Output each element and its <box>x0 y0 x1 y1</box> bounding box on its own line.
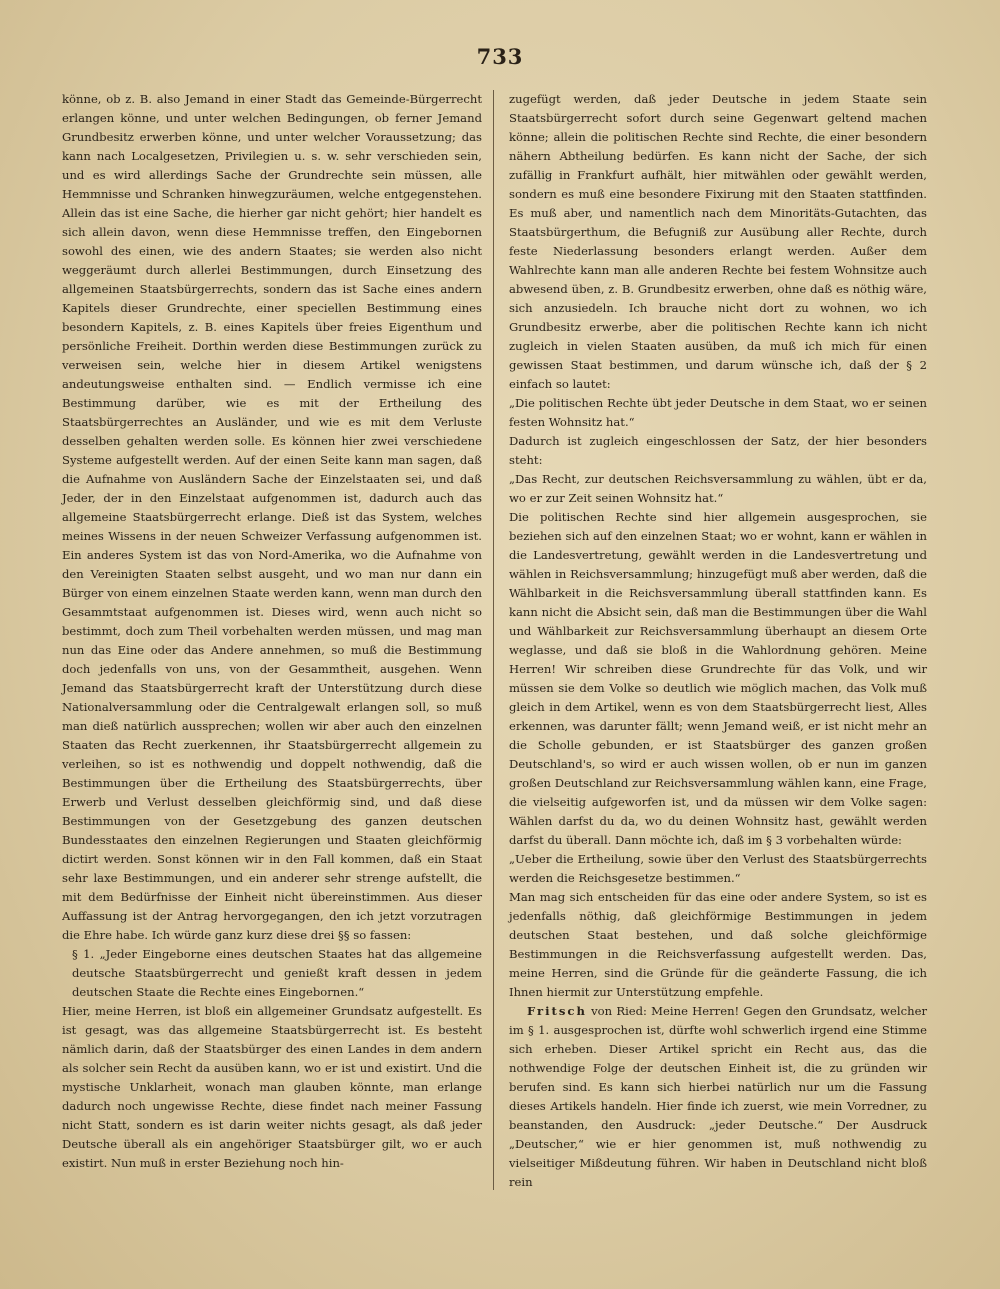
speech-text: von Ried: Meine Herren! Gegen den Grundsatz, welcher im § 1. ausgesprochen ist, dürfte wohl schwerlich irgend eine Stimme sich erheben. Dieser Artikel spricht ein Recht aus, das die nothwendige Folge der deutschen Einheit ist, die zu gründen wir berufen sind. Es kann sich hierbei natürlich nur um die Fassung dieses Artikels handeln. Hier finde ich zuerst, wie mein Vorredner, zu beanstanden, den Ausdruck: „jeder Deutsche.“ Der Ausdruck „Deutscher,“ wie er hier genommen ist, muß nothwendig zu vielseitiger Mißdeutung führen. Wir haben in Deutschland nicht bloß rein <box>509 1004 927 1189</box>
column-divider <box>493 90 494 1190</box>
paragraph: Dadurch ist zugleich eingeschlossen der Satz, der hier besonders steht: <box>509 434 927 467</box>
paragraph: Die politischen Rechte sind hier allgemein ausgesprochen, sie beziehen sich auf den einzelnen Staat; wo er wohnt, kann er wählen in die Landesvertretung, gewählt werden in die Landesvertretung und wählen in Reichsversammlung; hinzugefügt muß aber werden, daß die Wählbarkeit in die Reichsversammlung überall stattfinden kann. Es kann nicht die Absicht sein, daß man die Bestimmungen über die Wahl und Wählbarkeit zur Reichsversammlung überhaupt an diesem Orte weglasse, und daß sie bloß in die Wahlordnung gehören. Meine Herren! Wir schreiben diese Grundrechte für das Volk, und wir müssen sie dem Volke so deutlich wie möglich machen, das Volk muß gleich in dem Artikel, wenn es von dem Staatsbürgerrecht liest, Alles erkennen, was darunter fällt; wenn Jemand weiß, er ist nicht mehr an die Scholle gebunden, er ist Staatsbürger des ganzen großen Deutschland's, so wird er auch wissen wollen, ob er nun im ganzen großen Deutschland zur Reichsversammlung wählen kann, eine Frage, die vielseitig aufgeworfen ist, und da müssen wir dem Volke sagen: Wählen darfst du da, wo du deinen Wohnsitz hast, gewählt werden darfst du überall. Dann möchte ich, daß im § 3 vorbehalten würde: <box>509 510 927 847</box>
paragraph: könne, ob z. B. also Jemand in einer Stadt das Gemeinde-Bürgerrecht erlangen könne, und unter welchen Bedingungen, ob ferner Jemand Grundbesitz erwerben könne, und unter welcher Voraussetzung; das kann nach Localgesetzen, Privilegien u. s. w. sehr verschieden sein, und es wird allerdings Sache der Grundrechte sein müssen, alle Hemmnisse und Schranken hinwegzuräumen, welche entgegenstehen. Allein das ist eine Sache, die hierher gar nicht gehört; hier handelt es sich allein davon, wenn diese Hemmnisse treffen, den Eingebornen sowohl des einen, wie des andern Staates; sie werden also nicht weggeräumt durch allerlei Bestimmungen, durch Einsetzung des allgemeinen Staatsbürgerrechts, sondern das ist Sache eines andern Kapitels dieser Grundrechte, einer speciellen Bestimmung eines besondern Kapitels, z. B. eines Kapitels über freies Eigenthum und persönliche Freiheit. Dorthin werden diese Bestimmungen zurück zu verweisen sein, welche hier in diesem Artikel wenigstens andeutungsweise enthalten sind. — Endlich vermisse ich eine Bestimmung darüber, wie es mit der Ertheilung des Staatsbürgerrechtes an Ausländer, und wie es mit dem Verluste desselben gehalten werden solle. Es können hier zwei verschiedene Systeme aufgestellt werden. Auf der einen Seite kann man sagen, daß die Aufnahme von Ausländern Sache der Einzelstaaten sei, und daß Jeder, der in den Einzelstaat aufgenommen ist, dadurch auch das allgemeine Staatsbürgerrecht erlange. Dieß ist das System, welches meines Wissens in der neuen Schweizer Verfassung aufgenommen ist. Ein anderes System ist das von Nord-Amerika, wo die Aufnahme von den Vereinigten Staaten selbst ausgeht, und wo man nur dann ein Bürger von einem einzelnen Staate werden kann, wenn man durch den Gesammtstaat aufgenommen ist. Dieses wird, wenn auch nicht so bestimmt, doch zum Theil vorbehalten werden müssen, und mag man nun das Eine oder das Andere annehmen, so muß die Bestimmung doch jedenfalls von uns, von der Gesammtheit, ausgehen. Wenn Jemand das Staatsbürgerrecht kraft der Unterstützung durch diese Nationalversammlung oder die Centralgewalt erlangen soll, so muß man dieß natürlich aussprechen; wollen wir aber auch den einzelnen Staaten das Recht zuerkennen, ihr Staatsbürgerrecht allgemein zu verleihen, so ist es nothwendig und doppelt nothwendig, daß die Bestimmungen über die Ertheilung des Staatsbürgerrechts, über Erwerb und Verlust desselben gleichförmig sind, und daß diese Bestimmungen von der Gesetzgebung des ganzen deutschen Bundesstaates den einzelnen Regierungen und Staaten gleichförmig dictirt werden. Sonst können wir in den Fall kommen, daß ein Staat sehr laxe Bestimmungen, und ein anderer sehr strenge aufstellt, die mit dem Bedürfnisse der Einheit nicht übereinstimmen. Aus dieser Auffassung ist der Antrag hervorgegangen, den ich jetzt vorzutragen die Ehre habe. Ich würde ganz kurz diese drei §§ so fassen: <box>62 92 482 942</box>
paragraph: Hier, meine Herren, ist bloß ein allgemeiner Grundsatz aufgestellt. Es ist gesagt, was das allgemeine Staatsbürgerrecht ist. Es besteht nämlich darin, daß der Staatsbürger des einen Landes in dem andern als solcher sein Recht da ausüben kann, wo er ist und existirt. Und die mystische Unklarheit, wonach man glauben könnte, man erlange dadurch noch ungewisse Rechte, diese findet nach meiner Fassung nicht Statt, sondern es ist darin weiter nichts gesagt, als daß jeder Deutsche überall als ein angehöriger Staatsbürger gilt, wo er auch existirt. Nun muß in erster Beziehung noch hin- <box>62 1004 482 1170</box>
law-quote: „Die politischen Rechte übt jeder Deutsche in dem Staat, wo er seinen festen Wohnsitz hat.“ <box>509 396 927 429</box>
left-column <box>62 90 482 1173</box>
right-column <box>509 90 927 1192</box>
speaker-paragraph <box>509 1002 927 1192</box>
paragraph: zugefügt werden, daß jeder Deutsche in jedem Staate sein Staatsbürgerrecht sofort durch seine Gegenwart geltend machen könne; allein die politischen Rechte sind Rechte, die einer besondern nähern Abtheilung bedürfen. Es kann nicht der Sache, der sich zufällig in Frankfurt aufhält, hier mitwählen oder gewählt werden, sondern es muß eine besondere Fixirung mit den Staaten stattfinden. Es muß aber, und namentlich nach dem Minoritäts-Gutachten, das Staatsbürgerthum, die Befugniß zur Ausübung aller Rechte, durch feste Niederlassung besonders erlangt werden. Außer dem Wahlrechte kann man alle anderen Rechte bei festem Wohnsitze auch abwesend üben, z. B. Grundbesitz erwerben, ohne daß es nöthig wäre, sich anzusiedeln. Ich brauche nicht dort zu wohnen, wo ich Grundbesitz erwerbe, aber die politischen Rechte kann ich nicht zugleich in vielen Staaten ausüben, da muß ich mich für einen gewissen Staat bestimmen, und darum wünsche ich, daß der § 2 einfach so lautet: <box>509 92 927 391</box>
law-quote: „Ueber die Ertheilung, sowie über den Verlust des Staatsbürgerrechts werden die Reichsgesetze bestimmen.“ <box>509 852 927 885</box>
page-number: 733 <box>476 44 524 69</box>
paragraph: Man mag sich entscheiden für das eine oder andere System, so ist es jedenfalls nöthig, daß gleichförmige Bestimmungen in jedem deutschen Staat bestehen, und daß solche gleichförmige Bestimmungen in die Reichsverfassung aufgestellt werden. Das, meine Herren, sind die Gründe für die geänderte Fassung, die ich Ihnen hiermit zur Unterstützung empfehle. <box>509 890 927 999</box>
law-quote: § 1. „Jeder Eingeborne eines deutschen Staates hat das allgemeine deutsche Staatsbürgerrecht und genießt kraft dessen in jedem deutschen Staate die Rechte eines Eingebornen.“ <box>72 947 482 999</box>
speaker-name: Fritsch <box>527 1004 587 1018</box>
law-quote: „Das Recht, zur deutschen Reichsversammlung zu wählen, übt er da, wo er zur Zeit seinen Wohnsitz hat.“ <box>509 472 927 505</box>
